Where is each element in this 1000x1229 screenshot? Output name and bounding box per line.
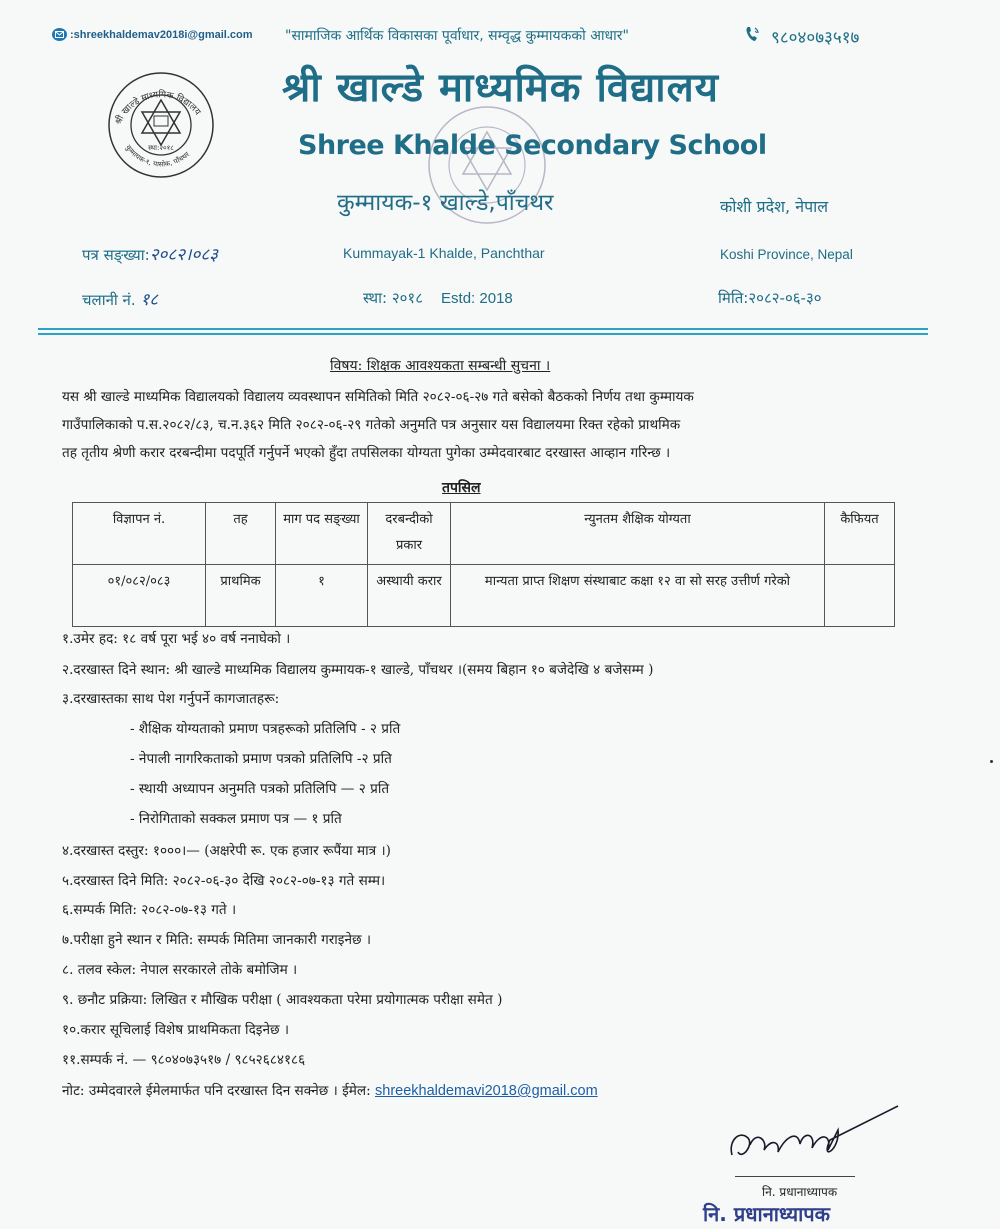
item-fee: ४.दरखास्त दस्तुर: १०००।— (अक्षरेपी रू. एक हजार रूपैंया मात्र ।) (62, 843, 391, 859)
phone-number: ९८०४०७३५१७ (771, 28, 860, 48)
logo-star-down (142, 112, 180, 145)
item-exam-info: ७.परीक्षा हुने स्थान र मिति: सम्पर्क मितिमा जानकारी गराइनेछ । (62, 932, 372, 948)
document-item: - शैक्षिक योग्यताको प्रमाण पत्रहरूको प्रतिलिपि - २ प्रति (130, 721, 401, 737)
letter-date: मिति:२०८२-०६-३० (718, 289, 822, 307)
cell-remarks (825, 565, 895, 627)
address-english: Kummayak-1 Khalde, Panchthar (343, 245, 545, 261)
phone-icon (745, 25, 761, 48)
letter-number-label: पत्र सङ्ख्या: (82, 246, 150, 264)
cell-ad-number: ०१/०८२/०८३ (73, 565, 206, 627)
header-ad-number: विज्ञापन नं. (73, 503, 206, 565)
document-item: - स्थायी अध्यापन अनुमति पत्रको प्रतिलिपि — २ प्रति (130, 781, 390, 797)
letter-number (82, 242, 218, 265)
item-application-place: २.दरखास्त दिने स्थान: श्री खाल्डे माध्यमिक विद्यालय कुम्मायक-१ खाल्डे, पाँचथर ।(समय बिहान १० बजेदेखि ४ बजेसम्म ) (62, 662, 654, 678)
item-salary-scale: ८. तलव स्केल: नेपाल सरकारले तोके बमोजिम । (62, 962, 298, 978)
address-nepali: कुम्मायक-१ खाल्डे,पाँचथर (337, 190, 554, 216)
item-documents-heading: ३.दरखास्तका साथ पेश गर्नुपर्ने कागजातहरू: (62, 691, 280, 707)
notice-subject: विषय: शिक्षक आवश्यकता सम्बन्धी सुचना । (330, 358, 551, 374)
province-nepali: कोशी प्रदेश, नेपाल (720, 197, 829, 216)
dispatch-number (82, 287, 158, 310)
cell-qualification: मान्यता प्राप्त शिक्षण संस्थाबाट कक्षा १२ वा सो सरह उत्तीर्ण गरेको (451, 565, 825, 627)
dispatch-number-label: चलानी नं. (82, 291, 136, 309)
item-selection-process: ९. छनौट प्रक्रिया: लिखित र मौखिक परीक्षा ( आवश्यकता परेमा प्रयोगात्मक परीक्षा समेत ) (62, 992, 503, 1008)
header-divider-top (38, 328, 928, 330)
header-posts: माग पद सङ्ख्या (276, 503, 368, 565)
header-email[interactable] (52, 28, 253, 41)
notice-body-line: गाउँपालिकाको प.स.२०८२/८३, च.न.३६२ मिति २०८२-०६-२९ गतेको अनुमति पत्र अनुसार यस विद्यालयमा रिक्त रहेको प्राथमिक (62, 417, 681, 433)
note (62, 1080, 598, 1099)
header-level: तह (206, 503, 276, 565)
cell-posts: १ (276, 565, 368, 627)
dispatch-number-value: १८ (140, 290, 159, 310)
estd-english: Estd: 2018 (441, 290, 513, 307)
notice-body-line: तह तृतीय श्रेणी करार दरबन्दीमा पदपूर्ति गर्नुपर्ने भएको हुँदा तपसिलका योग्यता पुगेका उम्मेदवारबाट दरखास्त आव्हान गरिन्छ । (62, 445, 671, 461)
cell-position-type: अस्थायी करार (368, 565, 451, 627)
header-position-type: दरबन्दीको प्रकार (368, 503, 451, 565)
header-qualification: न्युनतम शैक्षिक योग्यता (451, 503, 825, 565)
note-email-link[interactable]: shreekhaldemavi2018@gmail.com (375, 1083, 598, 1099)
cell-level: प्राथमिक (206, 565, 276, 627)
signatory-title-stamp: नि. प्रधानाध्यापक (703, 1202, 831, 1226)
document-item: - नेपाली नागरिकताको प्रमाण पत्रको प्रतिलिपि -२ प्रति (130, 751, 392, 767)
logo-bottom-text: कुम्मायक-१, यासोक, पाँचथर (123, 143, 192, 169)
established-year (363, 288, 513, 308)
logo-book (154, 116, 168, 126)
notice-body-line: यस श्री खाल्डे माध्यमिक विद्यालयको विद्यालय व्यवस्थापन समितिको मिति २०८२-०६-२७ गते बसेको बैठकको निर्णय तथा कुम्मायक (62, 389, 694, 405)
item-application-dates: ५.दरखास्त दिने मिति: २०८२-०६-३० देखि २०८२-०७-१३ गते सम्म। (62, 873, 386, 889)
table-row (73, 565, 895, 627)
note-text: नोट: उम्मेदवारले ईमेलमार्फत पनि दरखास्त दिन सक्नेछ । ईमेल: (62, 1083, 375, 1099)
item-contact-date: ६.सम्पर्क मिति: २०८२-०७-१३ गते । (62, 902, 237, 918)
logo-ring-text: श्री खाल्डे माध्यमिक विद्यालय (113, 90, 203, 127)
signature-line (735, 1176, 855, 1177)
mail-icon (52, 28, 67, 41)
school-logo (100, 70, 222, 180)
scan-speck (990, 760, 993, 763)
signature (720, 1100, 900, 1170)
item-contact-number: ११.सम्पर्क नं. — ९८०४०७३५१७ / ९८५२६८४१८६ (62, 1052, 306, 1068)
letter-number-value: २०८२।०८३ (149, 245, 219, 265)
item-age-limit: १.उमेर हद: १८ वर्ष पूरा भई ४० वर्ष ननाघेको । (62, 631, 291, 647)
document-item: - निरोगिताको सक्कल प्रमाण पत्र — १ प्रति (130, 811, 342, 827)
table-header-row (73, 503, 895, 565)
table-title: तपसिल (442, 480, 481, 496)
notice-body (62, 383, 932, 467)
header-divider-bottom (38, 333, 928, 335)
header-remarks: कैफियत (825, 503, 895, 565)
logo-estd: स्था:२०१८ (148, 144, 174, 152)
item-priority: १०.करार सूचिलाई विशेष प्राथमिकता दिइनेछ । (62, 1022, 290, 1038)
estd-nepali: स्था: २०१८ (363, 289, 424, 307)
school-motto: "सामाजिक आर्थिक विकासका पूर्वाधार, सम्वृद्ध कुम्मायकको आधार" (285, 28, 629, 44)
vacancy-table (72, 502, 895, 627)
school-name-nepali: श्री खाल्डे माध्यमिक विद्यालय (282, 65, 719, 111)
school-name-english: Shree Khalde Secondary School (298, 130, 767, 161)
header-phone (745, 25, 859, 48)
header-email-text: :shreekhaldemav2018i@gmail.com (70, 28, 253, 41)
province-english: Koshi Province, Nepal (720, 247, 853, 262)
signatory-title: नि. प्रधानाध्यापक (762, 1185, 838, 1199)
